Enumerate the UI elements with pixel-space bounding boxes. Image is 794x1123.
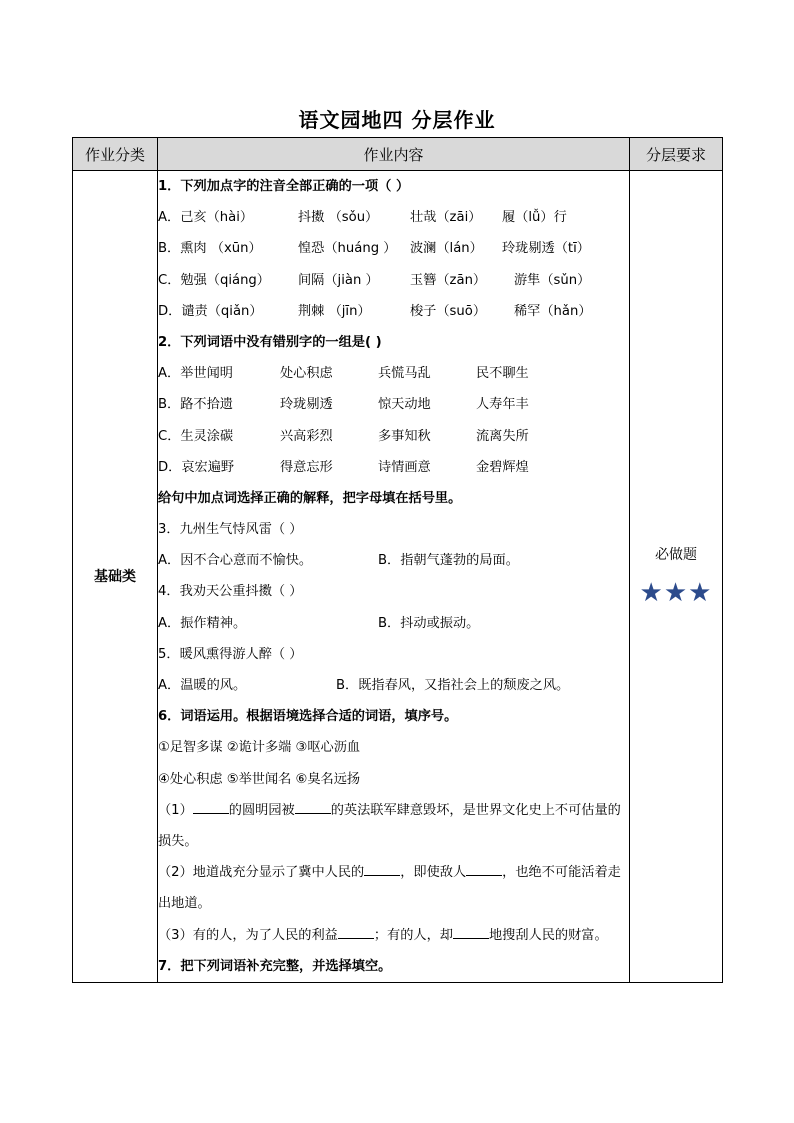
- q1-row-a: [158, 202, 629, 233]
- homework-table: [72, 137, 723, 983]
- q1-row-c: [158, 265, 629, 296]
- q6-s3-part-c: 地搜刮人民的财富。: [488, 927, 608, 943]
- q6-s2-part-b: ，即使敌人: [400, 865, 467, 881]
- header-category: 作业分类: [73, 138, 158, 171]
- q2-row-c: [158, 421, 629, 452]
- q6-s3-part-b: ；有的人，却: [373, 927, 453, 943]
- q1-b-1: B．熏肉 （xūn）: [158, 241, 262, 257]
- q2-c-4: 流离失所: [476, 428, 529, 444]
- q1-c-4: 游隼（sǔn）: [514, 272, 591, 288]
- requirement-cell: [630, 171, 723, 983]
- q6-s2-part-c: ，也绝不可能活着走出地道。: [158, 865, 621, 912]
- q5-option-a: A．温暖的风。: [158, 678, 247, 693]
- category-cell: 基础类: [73, 171, 158, 983]
- q2-b-2: 玲珑剔透: [280, 397, 333, 413]
- answer-blank[interactable]: [338, 924, 374, 939]
- q6-sentence-2: [158, 857, 629, 919]
- header-requirement: 分层要求: [630, 138, 723, 171]
- q2-c-2: 兴高彩烈: [280, 428, 333, 444]
- q1-d-3: 梭子（suō）: [410, 303, 487, 319]
- q6-options-1: ①足智多谋 ②诡计多端 ③呕心沥血: [158, 740, 361, 756]
- q1-b-3: 波澜（lán）: [410, 241, 483, 257]
- q7-title: 7．把下列词语补充完整，并选择填空。: [158, 958, 392, 974]
- q6-s3-part-a: （3）有的人，为了人民的利益: [158, 927, 338, 943]
- q2-a-2: 处心积虑: [280, 366, 333, 382]
- q2-row-a: [158, 358, 629, 389]
- q1-d-2: 荆棘 （jīn）: [298, 303, 371, 319]
- q2-d-4: 金碧辉煌: [476, 459, 529, 475]
- table-header-row: [73, 138, 723, 171]
- q4-option-a: A．振作精神。: [158, 615, 247, 631]
- q6-s1-part-c: 的英法联军肆意毁坏，是世界文化史上不可估量的损失。: [158, 802, 621, 849]
- q1-row-d: [158, 296, 629, 327]
- q2-d-3: 诗情画意: [378, 459, 431, 475]
- q5-stem: 5．暖风熏得游人醉（ ）: [158, 646, 303, 662]
- q3-option-a: A．因不合心意而不愉快。: [158, 553, 313, 569]
- q3-stem: 3．九州生气恃风雷（ ）: [158, 522, 303, 538]
- q2-d-2: 得意忘形: [280, 459, 333, 475]
- q2-row-b: [158, 389, 629, 420]
- q6-options-2: ④处心积虑 ⑤举世闻名 ⑥臭名远扬: [158, 771, 361, 787]
- q2-a-1: A．举世闻明: [158, 366, 233, 382]
- q1-b-4: 玲珑剔透（tī）: [502, 241, 590, 257]
- q3-options: [158, 545, 629, 576]
- q1-a-3: 壮哉（zāi）: [410, 210, 482, 226]
- q1-a-1: A．己亥（hài）: [158, 210, 254, 226]
- q2-b-3: 惊天动地: [378, 397, 431, 413]
- q2-title: 2．下列词语中没有错别字的一组是( ): [158, 334, 382, 350]
- answer-blank[interactable]: [364, 861, 400, 876]
- q6-sentence-3: [158, 920, 629, 951]
- q3-option-b: B．指朝气蓬勃的局面。: [378, 553, 519, 569]
- page-title: 语文园地四 分层作业: [298, 108, 496, 132]
- answer-blank[interactable]: [193, 799, 229, 814]
- q4-options: [158, 608, 629, 639]
- q1-c-3: 玉簪（zān）: [410, 272, 487, 288]
- q1-d-4: 稀罕（hǎn）: [514, 303, 592, 319]
- star-rating-icon: ★★★: [639, 578, 713, 609]
- q2-c-3: 多事知秋: [378, 428, 431, 444]
- q6-s1-part-a: （1）: [158, 802, 193, 818]
- q2-c-1: C．生灵涂碳: [158, 428, 234, 444]
- q6-sentence-1: [158, 795, 629, 857]
- q1-row-b: [158, 233, 629, 264]
- table-row: [73, 171, 723, 983]
- q6-s1-part-b: 的圆明园被: [228, 802, 295, 818]
- q6-s2-part-a: （2）地道战充分显示了冀中人民的: [158, 865, 365, 881]
- q4-option-b: B．抖动或振动。: [378, 615, 480, 631]
- q1-b-2: 惶恐（huáng ）: [298, 241, 397, 257]
- q1-c-2: 间隔（jiàn ）: [298, 272, 379, 288]
- q4-stem: 4．我劝天公重抖擞（ ）: [158, 584, 303, 600]
- content-cell: [158, 171, 630, 983]
- q1-a-4: 履（lǚ）行: [502, 210, 567, 226]
- answer-blank[interactable]: [295, 799, 331, 814]
- instruction-text: 给句中加点词选择正确的解释，把字母填在括号里。: [158, 490, 462, 506]
- q2-a-4: 民不聊生: [476, 366, 529, 382]
- q2-a-3: 兵慌马乱: [378, 366, 431, 382]
- q2-b-1: B．路不拾遗: [158, 397, 233, 413]
- q2-d-1: D．哀宏遍野: [158, 459, 235, 475]
- q5-options: [158, 670, 629, 701]
- q1-d-1: D．谴责（qiǎn）: [158, 303, 263, 319]
- answer-blank[interactable]: [453, 924, 489, 939]
- q5-option-b: B．既指春风，又指社会上的颓废之风。: [336, 678, 570, 693]
- q6-title: 6．词语运用。根据语境选择合适的词语，填序号。: [158, 709, 458, 725]
- answer-blank[interactable]: [466, 861, 502, 876]
- requirement-label: 必做题: [655, 547, 697, 564]
- header-content: 作业内容: [158, 138, 630, 171]
- q1-c-1: C．勉强（qiáng）: [158, 272, 270, 288]
- q2-b-4: 人寿年丰: [476, 397, 529, 413]
- q2-row-d: [158, 452, 629, 483]
- q1-title: 1．下列加点字的注音全部正确的一项（ ）: [158, 179, 410, 194]
- q1-a-2: 抖擞 （sǒu）: [298, 210, 379, 226]
